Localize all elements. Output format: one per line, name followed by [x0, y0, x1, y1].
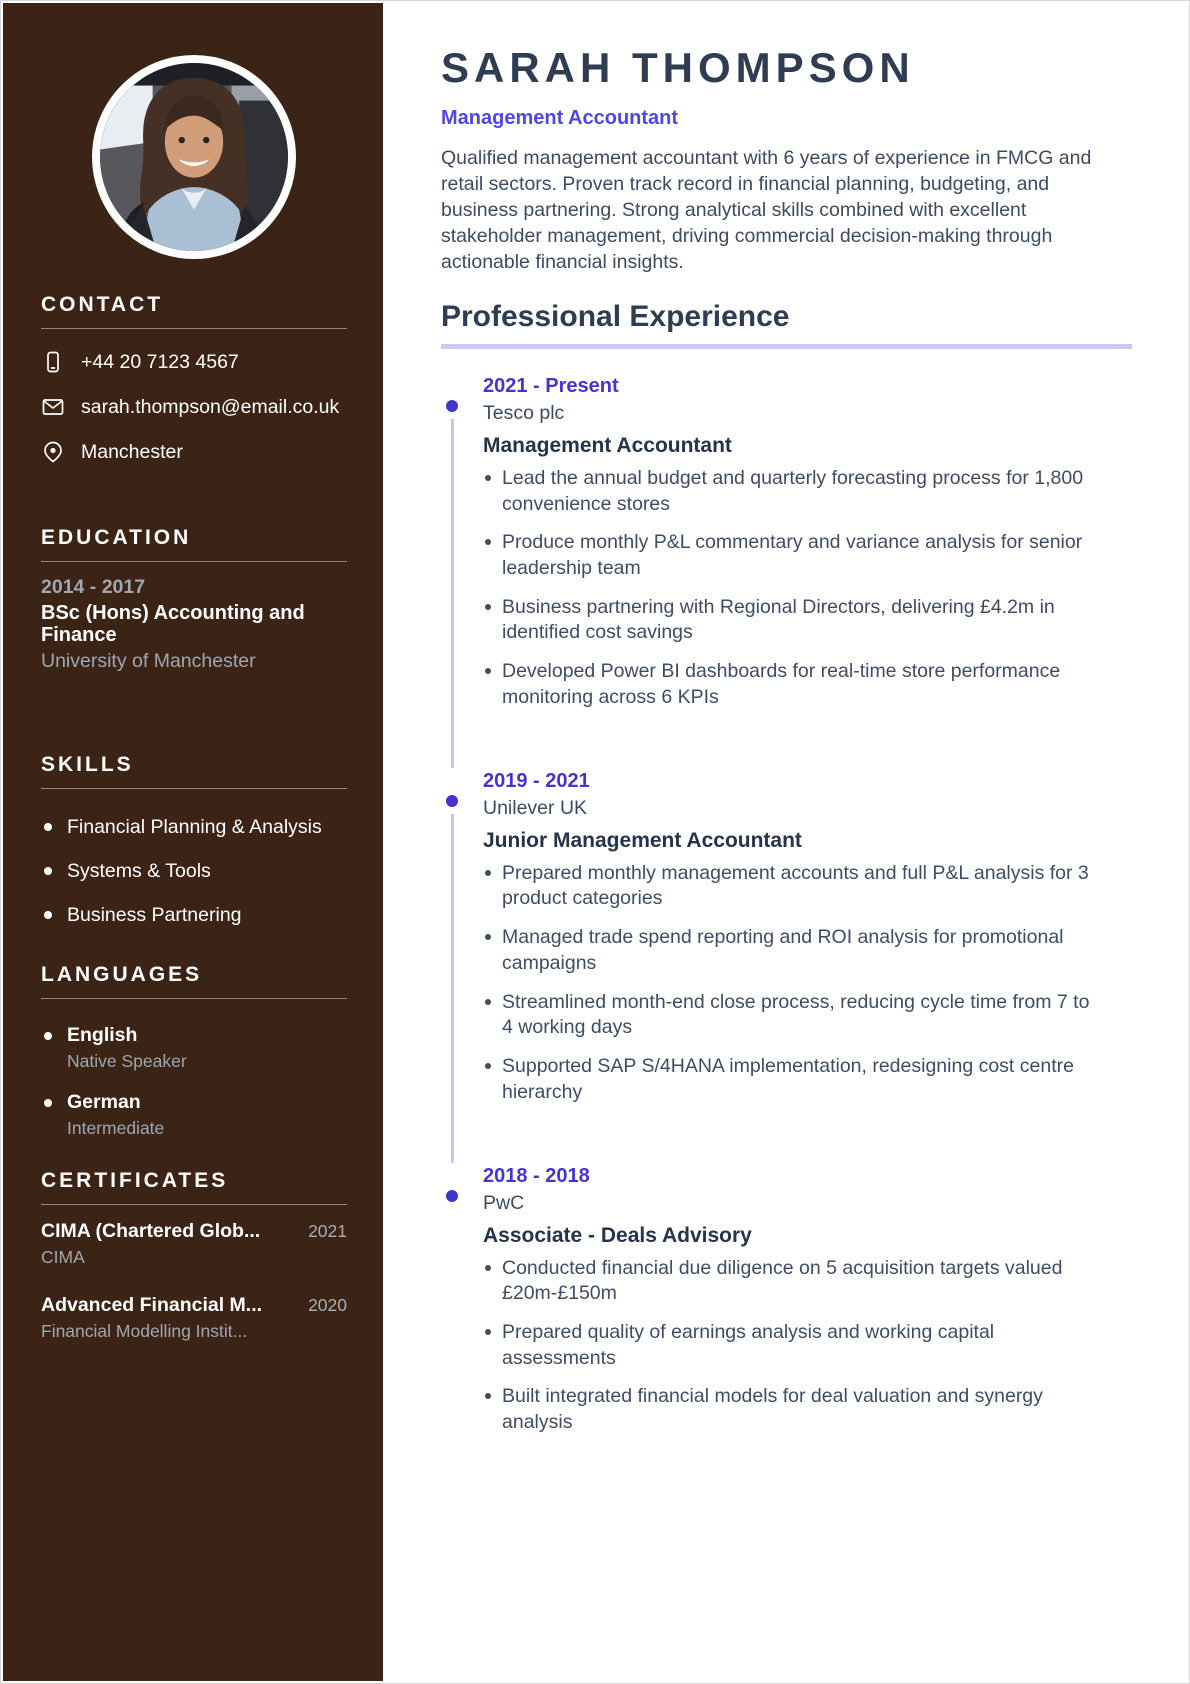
bullet-item: Built integrated financial models for deal valuation and synergy analysis — [483, 1384, 1093, 1435]
education-section — [41, 526, 347, 673]
experience-role: Management Accountant — [483, 433, 732, 457]
experience-section-title: Professional Experience — [441, 299, 790, 333]
bullet-item: Business partnering with Regional Directors, delivering £4.2m in identified cost savings — [483, 595, 1093, 646]
experience-bullet-list — [483, 1256, 1093, 1436]
experience-timeline — [441, 373, 1132, 1449]
language-name: German — [67, 1090, 141, 1113]
experience-bullet-list — [483, 861, 1093, 1106]
certificate-name: CIMA (Chartered Glob... — [41, 1219, 261, 1242]
experience-period: 2021 - Present — [483, 374, 619, 397]
timeline-connector-line — [451, 419, 454, 768]
certificate-item — [41, 1220, 347, 1268]
bullet-item: Conducted financial due diligence on 5 acquisition targets valued £20m-£150m — [483, 1256, 1093, 1307]
contact-email-row — [41, 395, 347, 419]
skill-item: Systems & Tools — [41, 860, 347, 883]
section-divider — [41, 1204, 347, 1205]
location-text: Manchester — [81, 440, 183, 463]
education-period: 2014 - 2017 — [41, 576, 146, 598]
certificates-section — [41, 1169, 347, 1342]
language-level: Native Speaker — [67, 1050, 187, 1071]
experience-content — [483, 1163, 1132, 1449]
timeline-marker — [441, 373, 463, 768]
experience-item — [441, 768, 1132, 1163]
phone-number: +44 20 7123 4567 — [81, 350, 239, 373]
timeline-dot-icon — [446, 400, 458, 412]
contact-title: CONTACT — [41, 293, 164, 316]
experience-content — [483, 768, 1132, 1163]
bullet-item: Supported SAP S/4HANA implementation, redesigning cost centre hierarchy — [483, 1054, 1093, 1105]
experience-bullet-list — [483, 466, 1093, 711]
experience-item — [441, 1163, 1132, 1449]
experience-company: Unilever UK — [483, 796, 588, 819]
certificate-year: 2020 — [308, 1294, 347, 1315]
bullet-item: Produce monthly P&L commentary and variance analysis for senior leadership team — [483, 530, 1093, 581]
experience-company: PwC — [483, 1191, 525, 1214]
language-item — [41, 1091, 347, 1139]
experience-period: 2019 - 2021 — [483, 769, 590, 792]
language-level: Intermediate — [67, 1117, 165, 1138]
experience-role: Associate - Deals Advisory — [483, 1223, 752, 1247]
section-divider — [41, 561, 347, 562]
timeline-marker — [441, 1163, 463, 1449]
skill-item: Financial Planning & Analysis — [41, 816, 347, 839]
experience-content — [483, 373, 1132, 768]
main-content — [383, 3, 1187, 1681]
language-name: English — [67, 1023, 138, 1046]
bullet-item: Streamlined month-end close process, reducing cycle time from 7 to 4 working days — [483, 990, 1093, 1041]
languages-section — [41, 963, 347, 1139]
person-job-title: Management Accountant — [441, 107, 679, 130]
profile-summary: Qualified management accountant with 6 years of experience in FMCG and retail sectors. Proven track record in financial planning, budgeting, and business partnering. Strong analytical skills combined with excellent stakeholder management, driving commercial decision-making through actionable financial insights. — [441, 147, 1092, 273]
bullet-item: Managed trade spend reporting and ROI analysis for promotional campaigns — [483, 925, 1093, 976]
person-name: SARAH THOMPSON — [441, 44, 915, 91]
education-title: EDUCATION — [41, 526, 192, 549]
certificate-item — [41, 1294, 347, 1342]
experience-period: 2018 - 2018 — [483, 1164, 590, 1187]
profile-photo — [92, 55, 296, 259]
certificate-issuer: Financial Modelling Instit... — [41, 1320, 248, 1341]
language-item — [41, 1024, 347, 1072]
timeline-marker — [441, 768, 463, 1163]
certificates-title: CERTIFICATES — [41, 1168, 229, 1192]
skills-section — [41, 753, 347, 927]
experience-title-underline — [441, 344, 1132, 349]
section-divider — [41, 788, 347, 789]
bullet-item: Prepared monthly management accounts and full P&L analysis for 3 product categories — [483, 861, 1093, 912]
email-address: sarah.thompson@email.co.uk — [81, 395, 340, 418]
certificate-year: 2021 — [308, 1220, 347, 1241]
phone-icon — [41, 350, 65, 374]
languages-title: LANGUAGES — [41, 962, 203, 986]
sidebar — [3, 3, 383, 1681]
skills-title: SKILLS — [41, 752, 134, 776]
bullet-item: Developed Power BI dashboards for real-time store performance monitoring across 6 KPIs — [483, 659, 1093, 710]
timeline-dot-icon — [446, 1190, 458, 1202]
experience-company: Tesco plc — [483, 401, 565, 424]
languages-list — [41, 1024, 347, 1139]
education-school: University of Manchester — [41, 649, 256, 672]
skills-list — [41, 816, 347, 927]
section-divider — [41, 998, 347, 999]
certificate-issuer: CIMA — [41, 1246, 85, 1267]
location-pin-icon — [41, 440, 65, 464]
bullet-item: Prepared quality of earnings analysis and working capital assessments — [483, 1320, 1093, 1371]
contact-section — [41, 293, 347, 464]
email-icon — [41, 395, 65, 419]
skill-item: Business Partnering — [41, 904, 347, 927]
certificate-name: Advanced Financial M... — [41, 1293, 263, 1316]
bullet-item: Lead the annual budget and quarterly forecasting process for 1,800 convenience stores — [483, 466, 1093, 517]
contact-location-row — [41, 440, 347, 464]
timeline-dot-icon — [446, 795, 458, 807]
experience-item — [441, 373, 1132, 768]
portrait-placeholder-image — [100, 63, 288, 251]
section-divider — [41, 328, 347, 329]
timeline-connector-line — [451, 814, 454, 1163]
contact-phone-row — [41, 350, 347, 374]
experience-role: Junior Management Accountant — [483, 828, 802, 852]
education-degree: BSc (Hons) Accounting and Finance — [41, 602, 305, 647]
